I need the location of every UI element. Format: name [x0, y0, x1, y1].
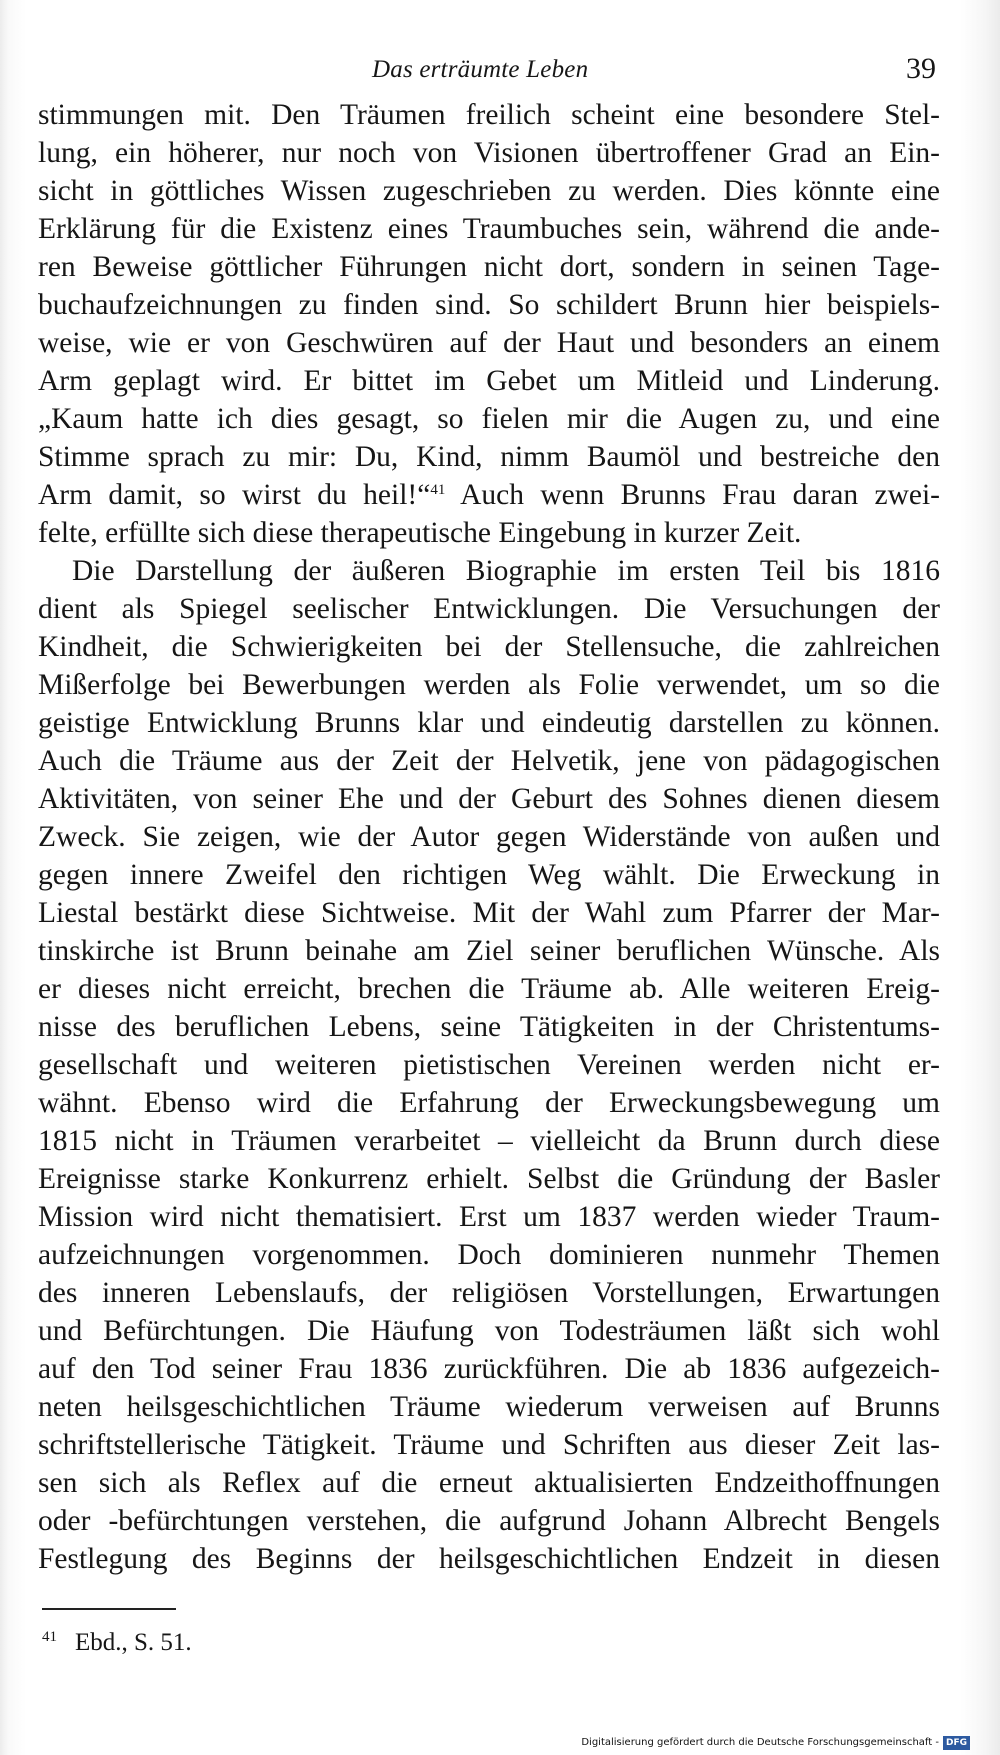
text-line: Mißerfolge bei Bewerbungen werden als Folie verwendet, um so die — [38, 669, 940, 701]
text-line: Mission wird nicht thematisiert. Erst um 1837 werden wieder Traum- — [38, 1201, 940, 1233]
text-line: Liestal bestärkt diese Sichtweise. Mit der Wahl zum Pfarrer der Mar- — [38, 897, 940, 929]
text-line: er dieses nicht erreicht, brechen die Träume ab. Alle weiteren Ereig- — [38, 973, 940, 1005]
digitization-credit-text: Digitalisierung gefördert durch die Deutsche Forschungsgemeinschaft - — [581, 1737, 939, 1748]
text-line: oder -befürchtungen verstehen, die aufgrund Johann Albrecht Bengels — [38, 1505, 940, 1537]
footnote — [42, 1620, 192, 1660]
text-line: sen sich als Reflex auf die erneut aktualisierten Endzeithoffnungen — [38, 1467, 940, 1499]
footnote-divider — [42, 1608, 176, 1610]
running-head — [0, 52, 1000, 92]
dfg-logo: DFG — [943, 1736, 970, 1750]
text-line: dient als Spiegel seelischer Entwicklungen. Die Versuchungen der — [38, 593, 940, 625]
text-line: Zweck. Sie zeigen, wie der Autor gegen Widerstände von außen und — [38, 821, 940, 853]
paragraph-first-line: Die Darstellung der äußeren Biographie im ersten Teil bis 1816 — [72, 555, 940, 587]
text-line: neten heilsgeschichtlichen Träume wiederum verweisen auf Brunns — [38, 1391, 940, 1423]
text-line: aufzeichnungen vorgenommen. Doch dominieren nunmehr Themen — [38, 1239, 940, 1271]
text-line: stimmungen mit. Den Träumen freilich scheint eine besondere Stel- — [38, 99, 940, 131]
body-text — [38, 96, 940, 1578]
text-line: ren Beweise göttlicher Führungen nicht dort, sondern in seinen Tage- — [38, 251, 940, 283]
text-line: des inneren Lebenslaufs, der religiösen Vorstellungen, Erwartungen — [38, 1277, 940, 1309]
text-line: gegen innere Zweifel den richtigen Weg wählt. Die Erweckung in — [38, 859, 940, 891]
text-line: Stimme sprach zu mir: Du, Kind, nimm Baumöl und bestreiche den — [38, 441, 940, 473]
text-line-with-footnote-ref — [38, 476, 940, 514]
line-continuation: Auch wenn Brunns Frau daran zwei- — [445, 479, 940, 511]
text-line: wähnt. Ebenso wird die Erfahrung der Erweckungsbewegung um — [38, 1087, 940, 1119]
footnote-text: Ebd., S. 51. — [75, 1629, 192, 1656]
text-line: Aktivitäten, von seiner Ehe und der Geburt des Sohnes dienen diesem — [38, 783, 940, 815]
page-number: 39 — [906, 52, 936, 85]
text-line: Erklärung für die Existenz eines Traumbuches sein, während die ande- — [38, 213, 940, 245]
paragraph-last-line: felte, erfüllte sich diese therapeutische Eingebung in kurzer Zeit. — [38, 517, 802, 549]
text-line: lung, ein höherer, nur noch von Visionen übertroffener Grad an Ein- — [38, 137, 940, 169]
text-line: buchaufzeichnungen zu finden sind. So schildert Brunn hier beispiels- — [38, 289, 940, 321]
footnote-number: 41 — [42, 1629, 57, 1645]
running-head-title: Das erträumte Leben — [372, 56, 589, 83]
text-line: Festlegung des Beginns der heilsgeschichtlichen Endzeit in diesen — [38, 1543, 940, 1575]
text-line: gesellschaft und weiteren pietistischen Vereinen werden nicht er- — [38, 1049, 940, 1081]
text-line: tinskirche ist Brunn beinahe am Ziel seiner beruflichen Wünsche. Als — [38, 935, 940, 967]
quote-end: Arm damit, so wirst du heil!“ — [38, 479, 431, 511]
text-line: geistige Entwicklung Brunns klar und eindeutig darstellen zu können. — [38, 707, 940, 739]
footnote-reference[interactable]: 41 — [430, 482, 446, 498]
text-line: schriftstellerische Tätigkeit. Träume und Schriften aus dieser Zeit las- — [38, 1429, 940, 1461]
text-line: „Kaum hatte ich dies gesagt, so fielen mir die Augen zu, und eine — [38, 403, 940, 435]
text-line: sicht in göttliches Wissen zugeschrieben zu werden. Dies könnte eine — [38, 175, 940, 207]
text-line: 1815 nicht in Träumen verarbeitet – vielleicht da Brunn durch diese — [38, 1125, 940, 1157]
digitization-credit — [581, 1736, 970, 1750]
text-line: Auch die Träume aus der Zeit der Helvetik, jene von pädagogischen — [38, 745, 940, 777]
text-line: nisse des beruflichen Lebens, seine Tätigkeiten in der Christentums- — [38, 1011, 940, 1043]
text-line: Arm geplagt wird. Er bittet im Gebet um Mitleid und Linderung. — [38, 365, 940, 397]
text-line: weise, wie er von Geschwüren auf der Haut und besonders an einem — [38, 327, 940, 359]
text-line: Ereignisse starke Konkurrenz erhielt. Selbst die Gründung der Basler — [38, 1163, 940, 1195]
text-line: und Befürchtungen. Die Häufung von Todesträumen läßt sich wohl — [38, 1315, 940, 1347]
text-line: auf den Tod seiner Frau 1836 zurückführen. Die ab 1836 aufgezeich- — [38, 1353, 940, 1385]
text-line: Kindheit, die Schwierigkeiten bei der Stellensuche, die zahlreichen — [38, 631, 940, 663]
